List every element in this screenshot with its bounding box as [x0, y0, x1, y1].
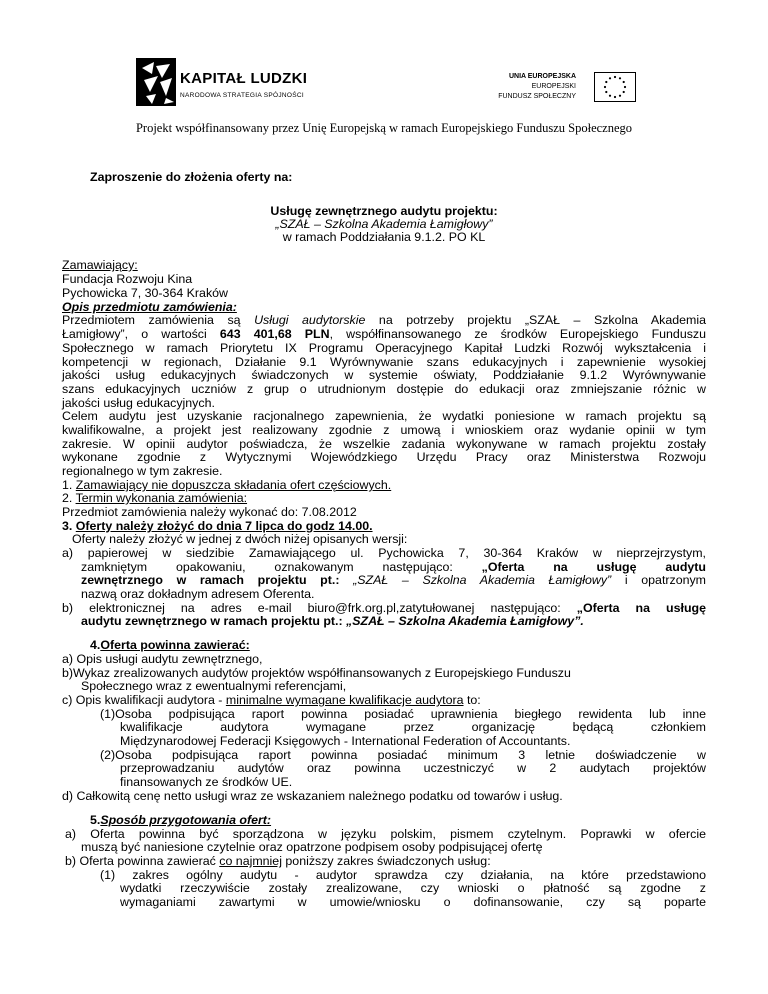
- point-4a: a) Opis usługi audytu zewnętrznego,: [62, 652, 263, 666]
- point-5b: b) Oferta powinna zawierać co najmniej poniższy zakres świadczonych usług:: [65, 854, 491, 868]
- service-title: Usługę zewnętrznego audytu projektu:: [270, 204, 498, 218]
- point-3a-line: a) papierowej w siedzibie Zamawiającego ul. Pychowicka 7, 30-364 Kraków w nieprzejrzystym,: [62, 546, 706, 560]
- description-line: szans edukacyjnych uczniów z grup o utrudnionym dostępie do edukacji oraz zmniejszanie różnic w: [62, 382, 706, 396]
- description-heading: Opis przedmiotu zamówienia:: [62, 300, 237, 314]
- description-line: kwalifikowalne, a projekt jest realizowany zgodnie z umową i wnioskiem oraz wydanie opinii w tym: [62, 423, 706, 437]
- point-5-heading: 5.Sposób przygotowania ofert:: [90, 813, 272, 827]
- point-5b1-line: (1) zakres ogólny audytu - audytor sprawdza czy działania, na które przedstawiono: [100, 868, 706, 882]
- point-4-heading: 4.Oferta powinna zawierać:: [90, 638, 250, 652]
- point-3b-line: audytu zewnętrznego w ramach projektu pt.: „SZAŁ – Szkolna Akademia Łamigłowy”.: [81, 614, 584, 628]
- eu-flag-icon: [594, 72, 636, 102]
- client-address: Pychowicka 7, 30-364 Kraków: [62, 286, 228, 300]
- point-4c2-line: przeprowadzaniu audytów oraz powinna uczestniczyć w 2 audytach projektów: [120, 761, 706, 775]
- description-line: wykonane zgodnie z Wytycznymi Wojewódzkiego Urzędu Pracy oraz Ministerstwa Rozwoju: [62, 450, 706, 464]
- point-3: 3. Oferty należy złożyć do dnia 7 lipca do godz 14.00.: [62, 519, 373, 533]
- description-line: Łamigłowy”, o wartości 643 401,68 PLN, współfinansowanego ze środków Europejskiego Funduszu: [62, 327, 706, 341]
- point-3-intro: Oferty należy złożyć w jednej z dwóch niżej opisanych wersji:: [72, 532, 408, 546]
- description-line: Społecznego w ramach Priorytetu IX Programu Operacyjnego Kapitał Ludzki Rozwój wykształcenia i: [62, 341, 706, 355]
- point-3a-line: zewnętrznego w ramach projektu pt.: „SZAŁ – Szkolna Akademia Łamigłowy” i opatrzonym: [81, 573, 707, 587]
- description-line: jakości usług edukacyjnych świadczonych w systemie oświaty, Poddziałanie 9.1.2 Wyrównywanie: [62, 368, 706, 382]
- description-line: Przedmiotem zamówienia są Usługi audytorskie na potrzeby projektu „SZAŁ – Szkolna Akademia: [62, 313, 706, 327]
- eu-line-1: UNIA EUROPEJSKA: [508, 73, 576, 80]
- eu-logo: [496, 72, 636, 108]
- point-3a-line: zamkniętym opakowaniu, oznakowanym następująco: „Oferta na usługę audytu: [81, 560, 706, 574]
- kapital-ludzki-emblem-icon: [136, 58, 176, 106]
- point-3a-line: nazwą oraz dokładnym adresem Oferenta.: [81, 587, 315, 601]
- point-4c1-line: (1)Osoba podpisująca raport powinna posiadać uprawnienia biegłego rewidenta lub inne: [100, 707, 706, 721]
- description-line: Celem audytu jest uzyskanie racjonalnego zapewnienia, że wydatki poniesione w ramach projektu są: [62, 409, 706, 423]
- kapital-ludzki-title: KAPITAŁ LUDZKI: [180, 70, 308, 87]
- project-cofinancing-line: Projekt współfinansowany przez Unię Europejską w ramach Europejskiego Funduszu Społecznego: [135, 121, 633, 135]
- description-line: zakresie. W opinii audytor poświadcza, że wszelkie zadania wykonywane w ramach projektu zostały: [62, 437, 706, 451]
- point-4c1-line: kwalifikacje audytora wymagane przez organizację będącą członkiem: [120, 720, 706, 734]
- description-line: kompetencji w regionach, Działanie 9.1 Wyrównywanie szans edukacyjnych i zapewnienie wysokiej: [62, 355, 706, 369]
- point-5a-line: a) Oferta powinna być sporządzona w języku polskim, pismem czytelnym. Poprawki w ofercie: [65, 827, 706, 841]
- point-5b1-line: wymaganiami zawartymi w umowie/wniosku o dofinansowanie, czy są poparte: [120, 895, 706, 909]
- point-5b1-line: wydatki rzeczywiście zostały zrealizowane, czy wnioski o płatność są zgodne z: [120, 881, 706, 895]
- subaction-line: w ramach Poddziałania 9.1.2. PO KL: [282, 230, 486, 244]
- point-4c2-line: finansowanych ze środków UE.: [120, 775, 293, 789]
- kapital-ludzki-subtitle: NARODOWA STRATEGIA SPÓJNOŚCI: [180, 92, 304, 99]
- point-2: 2. Termin wykonania zamówienia:: [62, 491, 248, 505]
- description-line: regionalnego w tym zakresie.: [62, 464, 223, 478]
- kapital-ludzki-logo: [136, 58, 326, 108]
- point-4c: c) Opis kwalifikacji audytora - minimalne wymagane kwalifikacje audytora to:: [62, 693, 481, 707]
- point-3b-line: b) elektronicznej na adres e-mail biuro@frk.org.pl,zatytułowanej następująco: „Oferta na usługę: [62, 601, 706, 615]
- project-name: „SZAŁ – Szkolna Akademia Łamigłowy”: [275, 217, 493, 231]
- point-5a-line: muszą być naniesione czytelnie oraz opatrzone podpisem osoby podpisującej ofertę: [81, 840, 543, 854]
- client-name: Fundacja Rozwoju Kina: [62, 272, 193, 286]
- eu-line-2: EUROPEJSKI: [531, 83, 576, 90]
- eu-logo-text: [498, 72, 576, 102]
- point-1: 1. Zamawiający nie dopuszcza składania ofert częściowych.: [62, 478, 392, 492]
- invitation-heading: Zaproszenie do złożenia oferty na:: [90, 170, 293, 184]
- point-4b-line: b)Wykaz zrealizowanych audytów projektów współfinansowanych z Europejskiego Funduszu: [62, 666, 571, 680]
- point-2-detail: Przedmiot zamówienia należy wykonać do: 7.08.2012: [62, 505, 357, 519]
- client-heading: Zamawiający:: [62, 258, 138, 272]
- description-line: jakości usług edukacyjnych.: [62, 396, 215, 410]
- eu-line-3: FUNDUSZ SPOŁECZNY: [498, 93, 576, 100]
- point-4b-line: Społecznego wraz z ewentualnymi referencjami,: [81, 679, 347, 693]
- point-4c2-line: (2)Osoba podpisująca raport powinna posiadać minimum 3 letnie doświadczenie w: [100, 748, 706, 762]
- point-4d: d) Całkowitą cenę netto usługi wraz ze wskazaniem należnego podatku od towarów i usług.: [62, 789, 563, 803]
- point-4c1-line: Międzynarodowej Federacji Księgowych - International Federation of Accountants.: [120, 734, 571, 748]
